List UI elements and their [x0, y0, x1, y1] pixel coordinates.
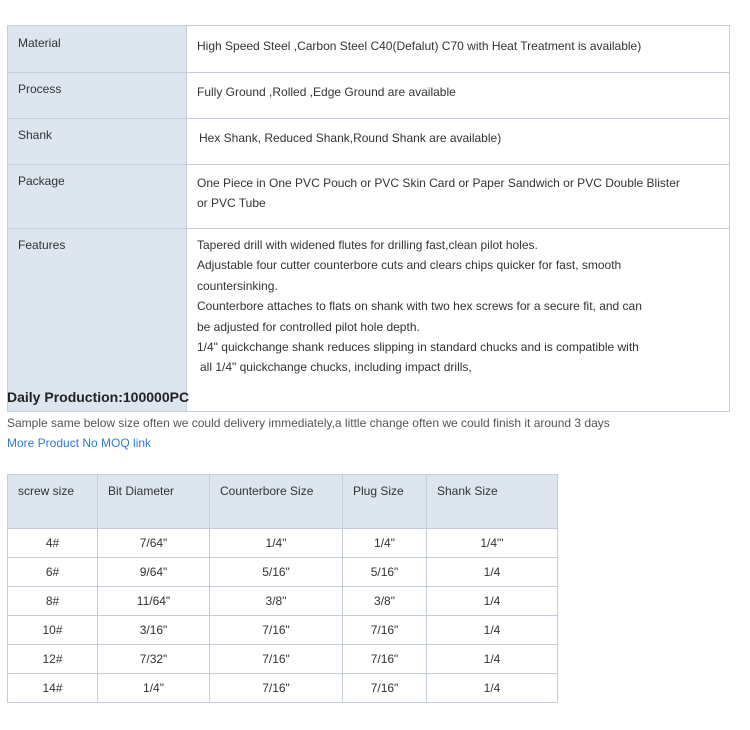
table-cell: 1/4: [427, 558, 558, 587]
size-table-body: [8, 529, 558, 703]
table-cell: 5/16": [343, 558, 427, 587]
header-counterbore-size: Counterbore Size: [210, 475, 343, 529]
table-cell: 11/64": [98, 587, 210, 616]
table-row: [8, 529, 558, 558]
header-screw-size: screw size: [8, 475, 98, 529]
size-table: [7, 474, 558, 703]
spec-label-shank: Shank: [8, 119, 187, 165]
spec-value-shank: [187, 119, 730, 165]
size-table-header-row: [8, 475, 558, 529]
table-cell: 1/4: [427, 587, 558, 616]
table-cell: 4#: [8, 529, 98, 558]
table-row: [8, 645, 558, 674]
table-cell: 3/16": [98, 616, 210, 645]
spec-label-process: Process: [8, 73, 187, 119]
table-cell: 1/4"': [427, 529, 558, 558]
table-cell: 14#: [8, 674, 98, 703]
no-moq-link[interactable]: No MOQ link: [82, 436, 152, 450]
table-row: [8, 558, 558, 587]
table-cell: 7/16": [343, 645, 427, 674]
product-links: [7, 436, 151, 450]
package-line: One Piece in One PVC Pouch or PVC Skin Card or Paper Sandwich or PVC Double Blister: [197, 176, 680, 190]
header-bit-diameter: Bit Diameter: [98, 475, 210, 529]
table-cell: 7/16": [210, 674, 343, 703]
daily-production-heading: Daily Production:100000PC: [7, 389, 190, 405]
spec-row-shank: [8, 119, 730, 165]
spec-value-features: [187, 229, 730, 412]
header-shank-size: Shank Size: [427, 475, 558, 529]
spec-value-process: Fully Ground ,Rolled ,Edge Ground are available: [187, 73, 730, 119]
table-cell: 1/4": [98, 674, 210, 703]
more-product-link[interactable]: More Product: [7, 436, 80, 450]
table-cell: 7/16": [210, 645, 343, 674]
package-line: or PVC Tube: [197, 196, 266, 210]
feature-line: all 1/4" quickchange chucks, including impact drills,: [200, 360, 472, 375]
table-cell: 7/16": [210, 616, 343, 645]
sample-note: Sample same below size often we could delivery immediately,a little change often we could finish it around 3 days: [7, 416, 610, 430]
table-cell: 8#: [8, 587, 98, 616]
table-cell: 1/4: [427, 645, 558, 674]
feature-line: be adjusted for controlled pilot hole depth.: [197, 319, 420, 334]
header-plug-size: Plug Size: [343, 475, 427, 529]
table-cell: 1/4": [210, 529, 343, 558]
table-cell: 7/16": [343, 616, 427, 645]
table-cell: 7/32": [98, 645, 210, 674]
spec-value-package: [187, 165, 730, 229]
table-row: [8, 616, 558, 645]
table-cell: 9/64": [98, 558, 210, 587]
feature-line: Counterbore attaches to flats on shank with two hex screws for a secure fit, and can: [197, 299, 642, 314]
table-row: [8, 674, 558, 703]
table-cell: 10#: [8, 616, 98, 645]
table-cell: 3/8": [343, 587, 427, 616]
table-cell: 12#: [8, 645, 98, 674]
feature-line: countersinking.: [197, 278, 278, 293]
spec-label-features: Features: [8, 229, 187, 412]
table-cell: 1/4: [427, 616, 558, 645]
table-cell: 5/16": [210, 558, 343, 587]
spec-row-features: [8, 229, 730, 412]
feature-line: 1/4" quickchange shank reduces slipping in standard chucks and is compatible with: [197, 340, 639, 355]
table-cell: 1/4: [427, 674, 558, 703]
feature-line: Adjustable four cutter counterbore cuts and clears chips quicker for fast, smooth: [197, 258, 622, 273]
spec-value-shank-text: Hex Shank, Reduced Shank,Round Shank are available): [199, 131, 502, 145]
feature-line: Tapered drill with widened flutes for drilling fast,clean pilot holes.: [197, 238, 538, 252]
spec-table: [7, 25, 730, 412]
table-cell: 7/16": [343, 674, 427, 703]
table-cell: 1/4": [343, 529, 427, 558]
spec-label-material: Material: [8, 26, 187, 73]
table-cell: 6#: [8, 558, 98, 587]
spec-row-process: [8, 73, 730, 119]
spec-row-material: [8, 26, 730, 73]
table-cell: 7/64": [98, 529, 210, 558]
table-row: [8, 587, 558, 616]
spec-row-package: [8, 165, 730, 229]
spec-label-package: Package: [8, 165, 187, 229]
table-cell: 3/8": [210, 587, 343, 616]
spec-value-material: High Speed Steel ,Carbon Steel C40(Defalut) C70 with Heat Treatment is available): [187, 26, 730, 73]
